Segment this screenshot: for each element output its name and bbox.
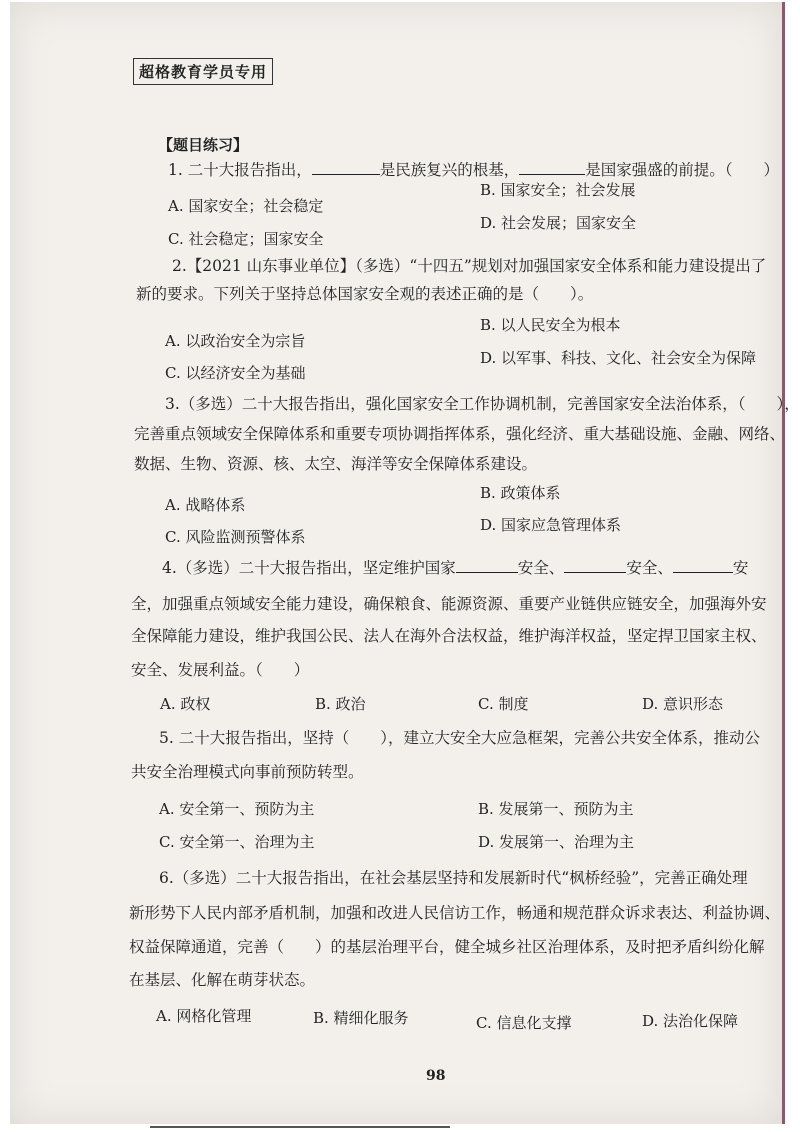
q1-option-c: C. 社会稳定；国家安全: [168, 230, 324, 248]
q6-option-a: A. 网格化管理: [156, 1007, 252, 1025]
q1-number: 1.: [168, 161, 188, 179]
q6-option-b: B. 精细化服务: [313, 1009, 409, 1027]
q5-option-a: A. 安全第一、预防为主: [159, 800, 315, 818]
q2-option-d: D. 以军事、科技、文化、社会安全为保障: [480, 349, 757, 367]
q5-option-c: C. 安全第一、治理为主: [159, 833, 315, 851]
q4-blank-2: [564, 558, 626, 573]
q3-option-b: B. 政策体系: [480, 484, 561, 502]
q6-line-4: 在基层、化解在萌芽状态。: [129, 971, 316, 989]
q1-text-b: 是民族复兴的根基，: [379, 161, 520, 179]
q3-option-d: D. 国家应急管理体系: [480, 516, 622, 534]
header-label: 超格教育学员专用: [133, 58, 273, 85]
q4-option-b: B. 政治: [315, 695, 366, 713]
q6-line-2: 新形势下人民内部矛盾机制，加强和改进人民信访工作，畅通和规范群众诉求表达、利益协调、: [129, 904, 781, 922]
section-title: 【题目练习】: [158, 136, 249, 154]
q5-line-1: 5. 二十大报告指出，坚持（ ），建立大安全大应急框架，完善公共安全体系，推动公: [159, 729, 760, 747]
q6-line-3: 权益保障通道，完善（ ）的基层治理平台，健全城乡社区治理体系，及时把矛盾纠纷化解: [129, 938, 765, 956]
q1-text-a: 二十大报告指出，: [187, 161, 312, 179]
q3-option-a: A. 战略体系: [165, 496, 246, 514]
q3-line-3: 数据、生物、资源、核、太空、海洋等安全保障体系建设。: [134, 455, 538, 473]
q2-line-2: 新的要求。下列关于坚持总体国家安全观的表述正确的是（ ）。: [136, 285, 594, 303]
q4-line-4: 安全、发展利益。（ ）: [131, 661, 310, 679]
q4-text-d: 安: [732, 559, 749, 577]
q5-line-2: 共安全治理模式向事前预防转型。: [131, 763, 364, 781]
q4-blank-3: [673, 558, 733, 573]
q4-text-b: 安全、: [517, 559, 565, 577]
page-number: 98: [426, 1068, 446, 1084]
q1-option-b: B. 国家安全；社会发展: [480, 181, 636, 199]
q4-blank-1: [456, 558, 518, 573]
q1-blank-1: [312, 160, 380, 175]
q4-text-a: 4.（多选）二十大报告指出，坚定维护国家: [162, 559, 456, 577]
question-1: [168, 160, 779, 180]
q4-text-c: 安全、: [626, 559, 673, 577]
q2-option-b: B. 以人民安全为根本: [480, 316, 621, 334]
q4-option-a: A. 政权: [160, 695, 211, 713]
q4-line-2: 全，加强重点领域安全能力建设，确保粮食、能源资源、重要产业链供应链安全，加强海外安: [131, 595, 767, 613]
q6-line-1: 6.（多选）二十大报告指出，在社会基层坚持和发展新时代“枫桥经验”，完善正确处理: [159, 869, 748, 887]
q6-option-d: D. 法治化保障: [642, 1012, 739, 1030]
q6-option-c: C. 信息化支撑: [476, 1014, 572, 1032]
q1-blank-2: [519, 160, 585, 175]
q1-option-d: D. 社会发展；国家安全: [480, 214, 637, 232]
q1-text-c: 是国家强盛的前提。（ ）: [585, 161, 780, 179]
q3-option-c: C. 风险监测预警体系: [165, 528, 306, 546]
q5-option-b: B. 发展第一、预防为主: [478, 800, 634, 818]
q5-option-d: D. 发展第一、治理为主: [478, 833, 635, 851]
q3-line-2: 完善重点领域安全保障体系和重要专项协调指挥体系，强化经济、重大基础设施、金融、网络、: [134, 425, 786, 443]
q2-option-a: A. 以政治安全为宗旨: [165, 332, 306, 350]
q3-line-1: 3.（多选）二十大报告指出，强化国家安全工作协调机制，完善国家安全法治体系，（ ），: [165, 395, 800, 413]
q4-option-c: C. 制度: [478, 695, 529, 713]
q2-line-1: 2.【2021 山东事业单位】（多选）“十四五”规划对加强国家安全体系和能力建设提出了: [172, 257, 767, 275]
q2-option-c: C. 以经济安全为基础: [165, 364, 306, 382]
question-4-line-1: [162, 558, 748, 578]
q4-line-3: 全保障能力建设，维护我国公民、法人在海外合法权益，维护海洋权益，坚定捍卫国家主权、: [131, 627, 767, 645]
bottom-edge: [150, 1126, 450, 1128]
q4-option-d: D. 意识形态: [642, 695, 724, 713]
q1-option-a: A. 国家安全；社会稳定: [168, 197, 324, 215]
